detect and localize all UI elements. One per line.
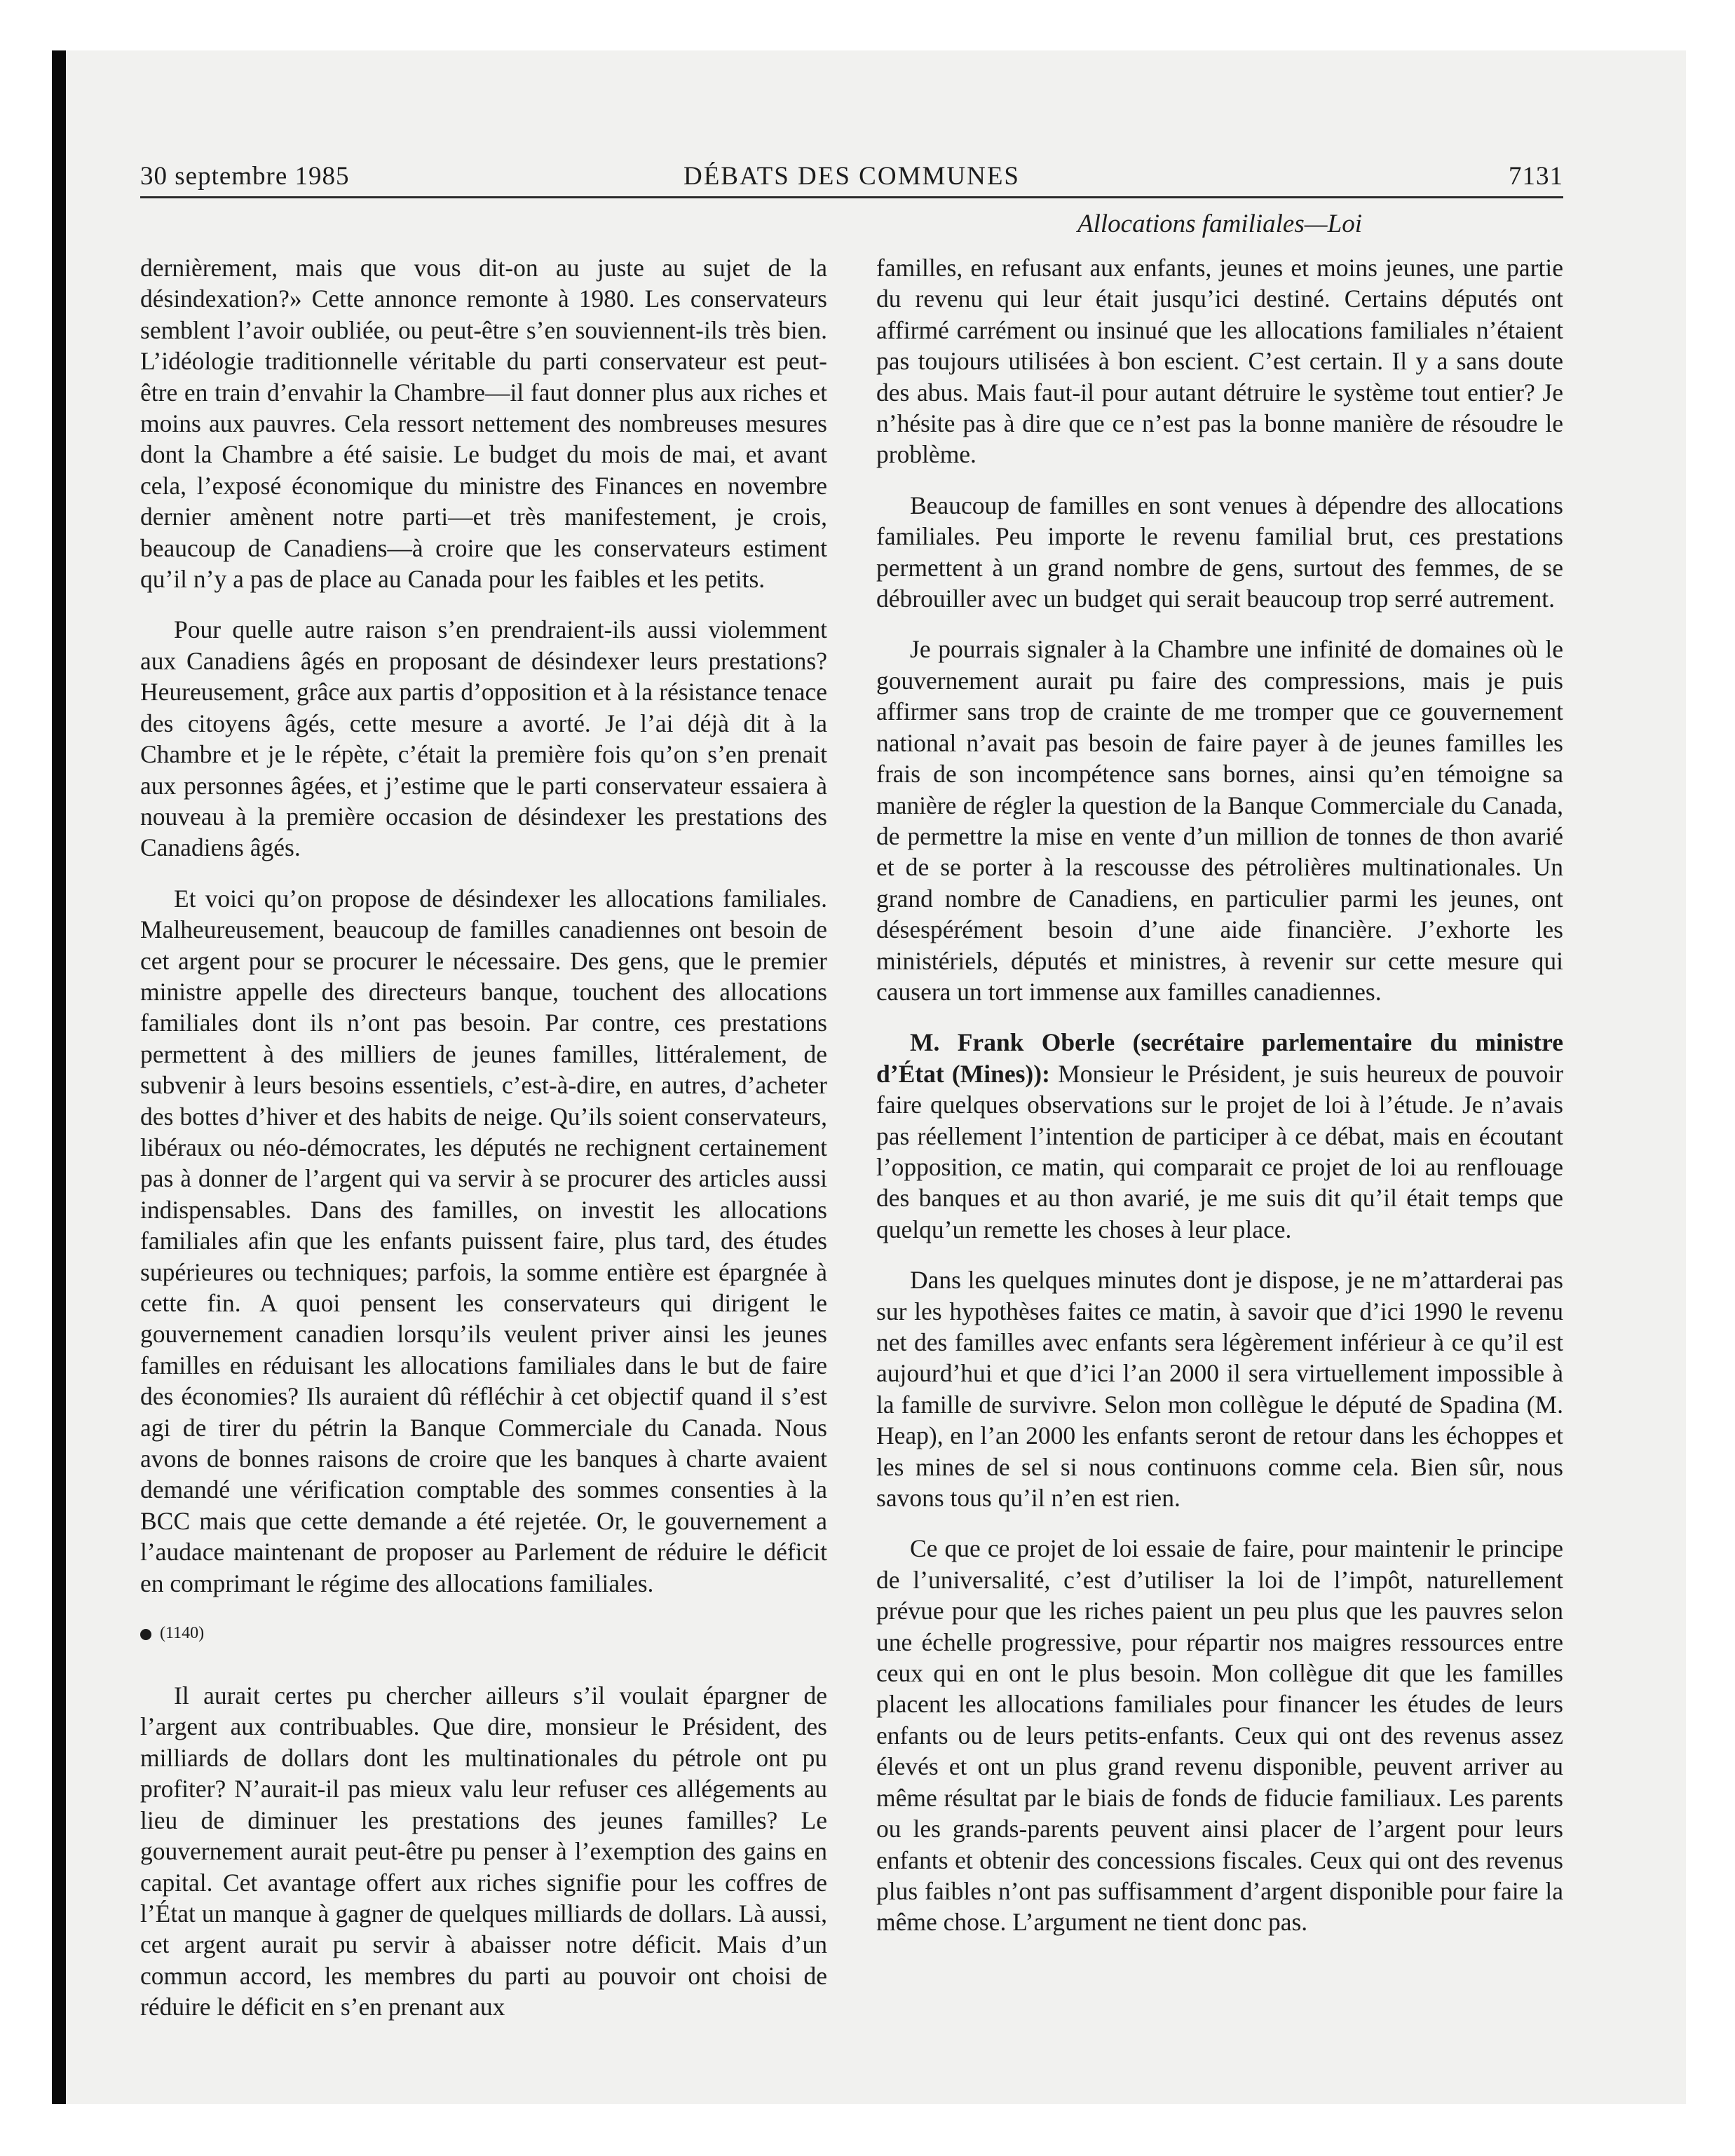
right-column — [876, 252, 1563, 1958]
scan-margin-bottom — [0, 2104, 1735, 2156]
time-marker-label: (1140) — [160, 1624, 205, 1643]
paragraph: Beaucoup de familles en sont venues à dépendre des allocations familiales. Peu importe le revenu familial brut, ces prestations permettent à un grand nombre de gens, surtout des femmes, de se débrouiller avec un budget qui serait beaucoup trop serré autrement. — [876, 491, 1563, 613]
speaker-name: M. Frank Oberle (secrétaire parlementaire du ministre d’État (Mines)): — [876, 1028, 1563, 1088]
paragraph: familles, en refusant aux enfants, jeunes et moins jeunes, une partie du revenu qui leur était jusqu’ici destiné. Certains députés ont affirmé carrément ou insinué que les allocations familiales n’étaient pas toujours utilisées à bon escient. C’est certain. Il y a sans doute des abus. Mais faut-il pour autant détruire le système tout entier? Je n’hésite pas à dire que ce n’est pas la bonne manière de résoudre le problème. — [876, 254, 1563, 469]
header-rule — [140, 196, 1563, 198]
left-column — [140, 252, 827, 2042]
document-page — [140, 154, 1564, 2021]
running-head — [140, 154, 1563, 196]
paragraph: Pour quelle autre raison s’en prendraient-ils aussi violemment aux Canadiens âgés en proposant de désindexer leurs prestations? Heureusement, grâce aux partis d’opposition et à la résistance tenace des citoyens âgés, cette mesure a avorté. Je l’ai déjà dit à la Chambre et je le répète, c’était la première fois qu’on s’en prenait aux personnes âgées, et j’estime que le parti conservateur essaiera à nouveau à la première occasion de désindexer les prestations des Canadiens âgés. — [140, 615, 827, 862]
page-date: 30 septembre 1985 — [140, 162, 350, 191]
paragraph: Et voici qu’on propose de désindexer les allocations familiales. Malheureusement, beaucoup de familles canadiennes ont besoin de cet argent pour se procurer le nécessaire. Des gens, que le premier ministre appelle des directeurs banque, touchent des allocations familiales dont ils n’ont pas besoin. Par contre, ces prestations permettent à des milliers de jeunes familles, littéralement, de subvenir à leurs besoins essentiels, c’est-à-dire, en autres, d’acheter des bottes d’hiver et des habits de neige. Qu’ils soient conservateurs, libéraux ou néo-démocrates, les députés ne rechignent certainement pas à donner de l’argent qui va servir à se procurer des articles aussi indispensables. Dans des familles, on investit les allocations familiales afin que les enfants puissent faire, plus tard, des études supérieures ou techniques; parfois, la somme entière est épargnée à cette fin. A quoi pensent les conservateurs qui dirigent le gouvernement canadien lorsqu’ils veulent priver ainsi les jeunes familles en réduisant les allocations familiales dans le but de faire des économies? Ils auraient dû réfléchir à cet objectif quand il s’est agi de tirer du pétrin la Banque Commerciale du Canada. Nous avons de bonnes raisons de croire que les banques à charte avaient demandé une vérification comptable des sommes consenties à la BCC mais que cette demande a été rejetée. Or, le gouvernement a l’audace maintenant de proposer au Parlement de réduire le déficit en comprimant le régime des allocations familiales. — [140, 884, 827, 1597]
bullet-icon — [140, 1629, 151, 1640]
scan-margin-left — [0, 0, 55, 2156]
paragraph: Ce que ce projet de loi essaie de faire, pour maintenir le principe de l’universalité, c’est d’utiliser la loi de l’impôt, naturellement prévue pour que les riches paient un peu plus que les pauvres selon une échelle progressive, pour répartir nos maigres ressources entre ceux qui en ont le plus besoin. Mon collègue dit que les familles placent les allocations familiales pour financer les études de leurs enfants ou de leurs petits-enfants. Ceux qui ont des revenus assez élevés et ont un plus grand revenu disponible, peuvent arriver au même résultat par le biais de fonds de fiducie familiaux. Les parents ou les grands-parents peuvent ainsi placer de l’argent pour leurs enfants et obtenir des concessions fiscales. Ceux qui ont des revenus plus faibles n’ont pas suffisamment d’argent disponible pour faire la même chose. L’argument ne tient donc pas. — [876, 1534, 1563, 1937]
paragraph: dernièrement, mais que vous dit-on au juste au sujet de la désindexation?» Cette annonce remonte à 1980. Les conservateurs semblent l’avoir oubliée, ou peut-être s’en souviennent-ils très bien. L’idéologie traditionnelle véritable du parti conservateur est peut-être en train d’envahir la Chambre—il faut donner plus aux riches et moins aux pauvres. Cela ressort nettement des nombreuses mesures dont la Chambre a été saisie. Le budget du mois de mai, et avant cela, l’exposé économique du ministre des Finances en novembre dernier amènent notre parti—et très manifestement, je crois, beaucoup de Canadiens—à croire que les conservateurs estiment qu’il n’y a pas de place au Canada pour les faibles et les petits. — [140, 254, 827, 594]
paragraph: Il aurait certes pu chercher ailleurs s’il voulait épargner de l’argent aux contribuables. Que dire, monsieur le Président, des milliards de dollars dont les multinationales du pétrole ont pu profiter? N’aurait-il pas mieux valu leur refuser ces allégements au lieu de diminuer les prestations des jeunes familles? Le gouvernement aurait peut-être pu penser à l’exemption des gains en capital. Cet avantage offert aux riches signifie pour les coffres de l’État un manque à gagner de quelques milliards de dollars. Là aussi, cet argent aurait pu servir à abaisser notre déficit. Mais d’un commun accord, les membres du parti au pouvoir ont choisi de réduire le déficit en s’en prenant aux — [140, 1681, 827, 2021]
paragraph: Dans les quelques minutes dont je dispose, je ne m’attarderai pas sur les hypothèses faites ce matin, à savoir que d’ici 1990 le revenu net des familles avec enfants sera légèrement inférieur à ce qu’il est aujourd’hui et que d’ici l’an 2000 il sera virtuellement impossible à la famille de survivre. Selon mon collègue le député de Spadina (M. Heap), en l’an 2000 les enfants seront de retour dans les échoppes et les mines de sel si nous continuons comme cela. Bien sûr, nous savons tous qu’il n’en est rien. — [876, 1266, 1563, 1513]
page-number: 7131 — [1509, 162, 1563, 191]
paragraph: Je pourrais signaler à la Chambre une infinité de domaines où le gouvernement aurait pu faire des compressions, mais je puis affirmer sans trop de crainte de me tromper que ce gouvernement national n’avait pas besoin de faire payer à de jeunes familles les frais de son incompétence sans bornes, ainsi qu’en témoigne sa manière de régler la question de la Banque Commerciale du Canada, de permettre la mise en vente d’un million de tonnes de thon avarié et de se porter à la rescousse des pétrolières multinationales. Un grand nombre de Canadiens, en particulier parmi les jeunes, ont désespérément besoin d’une aide financière. J’exhorte les ministériels, députés et ministres, à revenir sur cette mesure qui causera un tort immense aux familles canadiennes. — [876, 635, 1563, 1006]
speech-text: Monsieur le Président, je suis heureux de pouvoir faire quelques observations sur le projet de loi à l’étude. Je n’avais pas réellement l’intention de participer à ce débat, mais en écoutant l’opposition, ce matin, qui comparait ce projet de loi au renflouage des banques et au thon avarié, je me suis dit qu’il était temps que quelqu’un remette les choses à leur place. — [876, 1059, 1564, 1243]
scan-margin-top — [0, 0, 1735, 50]
binding-shadow — [52, 50, 66, 2104]
time-marker — [140, 1623, 827, 1644]
section-title: Allocations familiales—Loi — [1077, 210, 1362, 238]
journal-title: DÉBATS DES COMMUNES — [683, 162, 1020, 191]
scan-margin-right — [1686, 0, 1735, 2156]
speaker-paragraph — [876, 1027, 1563, 1245]
